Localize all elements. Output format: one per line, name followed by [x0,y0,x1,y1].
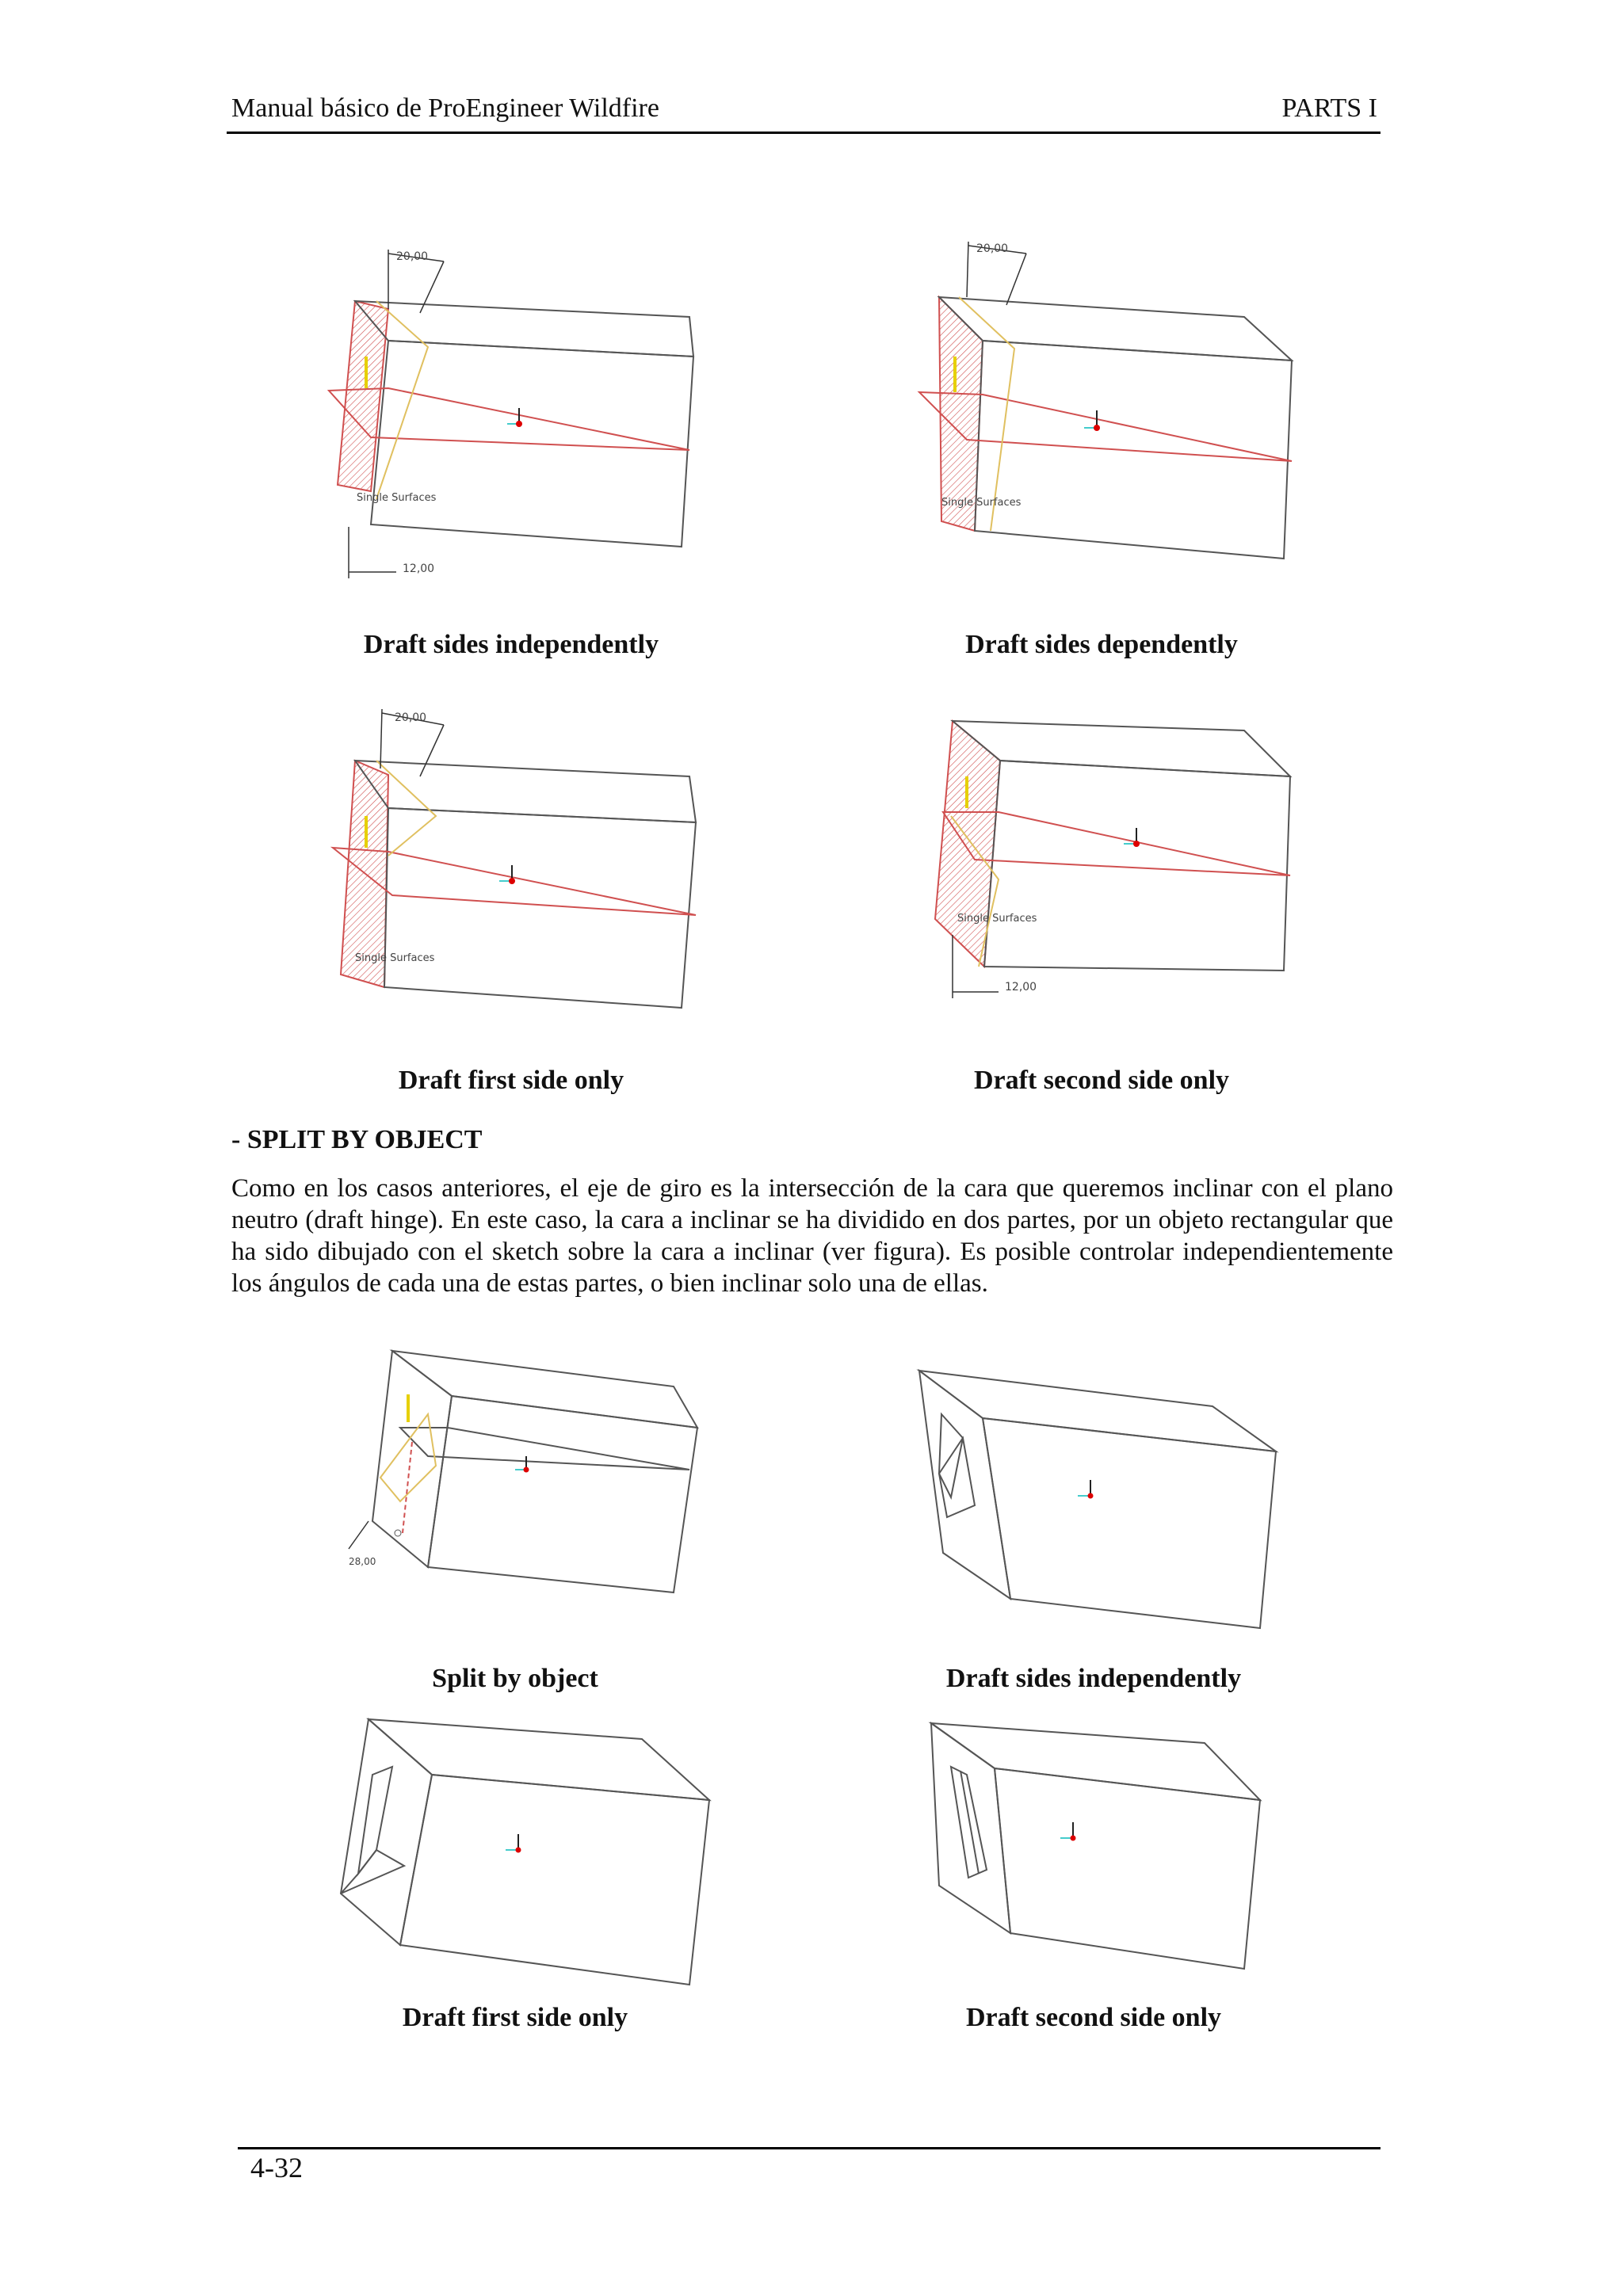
section-heading: - SPLIT BY OBJECT [231,1125,483,1154]
caption-fig6: Draft sides independently [945,1664,1242,1693]
page-number: 4-32 [250,2152,303,2183]
figure-split-draft-first-side-only [325,1711,737,1997]
dimension-top: 20,00 [395,711,427,724]
figure-draft-second-side-only [911,697,1355,1014]
figure-draft-first-side-only [317,697,761,1014]
section-paragraph: Como en los casos anteriores, el eje de giro es la intersección de la cara que queremos inclinar con el plano neutro (draft hinge). En este caso, la cara a inclinar se ha dividido en dos partes, por un objeto rectangular que ha sido dibujado con el sketch sobre la cara a inclinar (ver figura). Es posible controlar independientemente los ángulos de cada una de estas partes, o bien inclinar solo una de ellas. [231,1174,1393,1298]
running-header-section: PARTS I [1281,93,1377,123]
figure-split-by-object [325,1339,737,1608]
dimension-bottom: 12,00 [1005,981,1037,994]
figure-draft-sides-independently [317,230,761,602]
caption-fig4: Draft second side only [973,1066,1230,1095]
caption-fig1: Draft sides independently [363,630,659,659]
dimension-top: 20,00 [396,250,429,263]
figure-split-draft-second-side-only [919,1711,1331,1981]
caption-fig2: Draft sides dependently [965,630,1238,659]
figure-draft-sides-dependently [911,230,1355,602]
caption-fig7: Draft first side only [402,2003,628,2032]
footer-divider [238,2147,1381,2149]
surface-label: Single Surfaces [357,492,437,504]
surface-label: Single Surfaces [957,913,1037,925]
dimension-bottom: 12,00 [403,563,435,575]
caption-fig5: Split by object [432,1664,598,1693]
caption-fig8: Draft second side only [965,2003,1222,2032]
surface-label: Single Surfaces [355,952,435,964]
running-header-title: Manual básico de ProEngineer Wildfire [231,93,659,123]
dimension-bottom: 28,00 [349,1556,376,1567]
header-divider [227,132,1381,134]
dimension-top: 20,00 [976,242,1009,255]
figure-split-draft-sides-independently [911,1363,1323,1632]
caption-fig3: Draft first side only [398,1066,624,1095]
surface-label: Single Surfaces [941,497,1022,509]
